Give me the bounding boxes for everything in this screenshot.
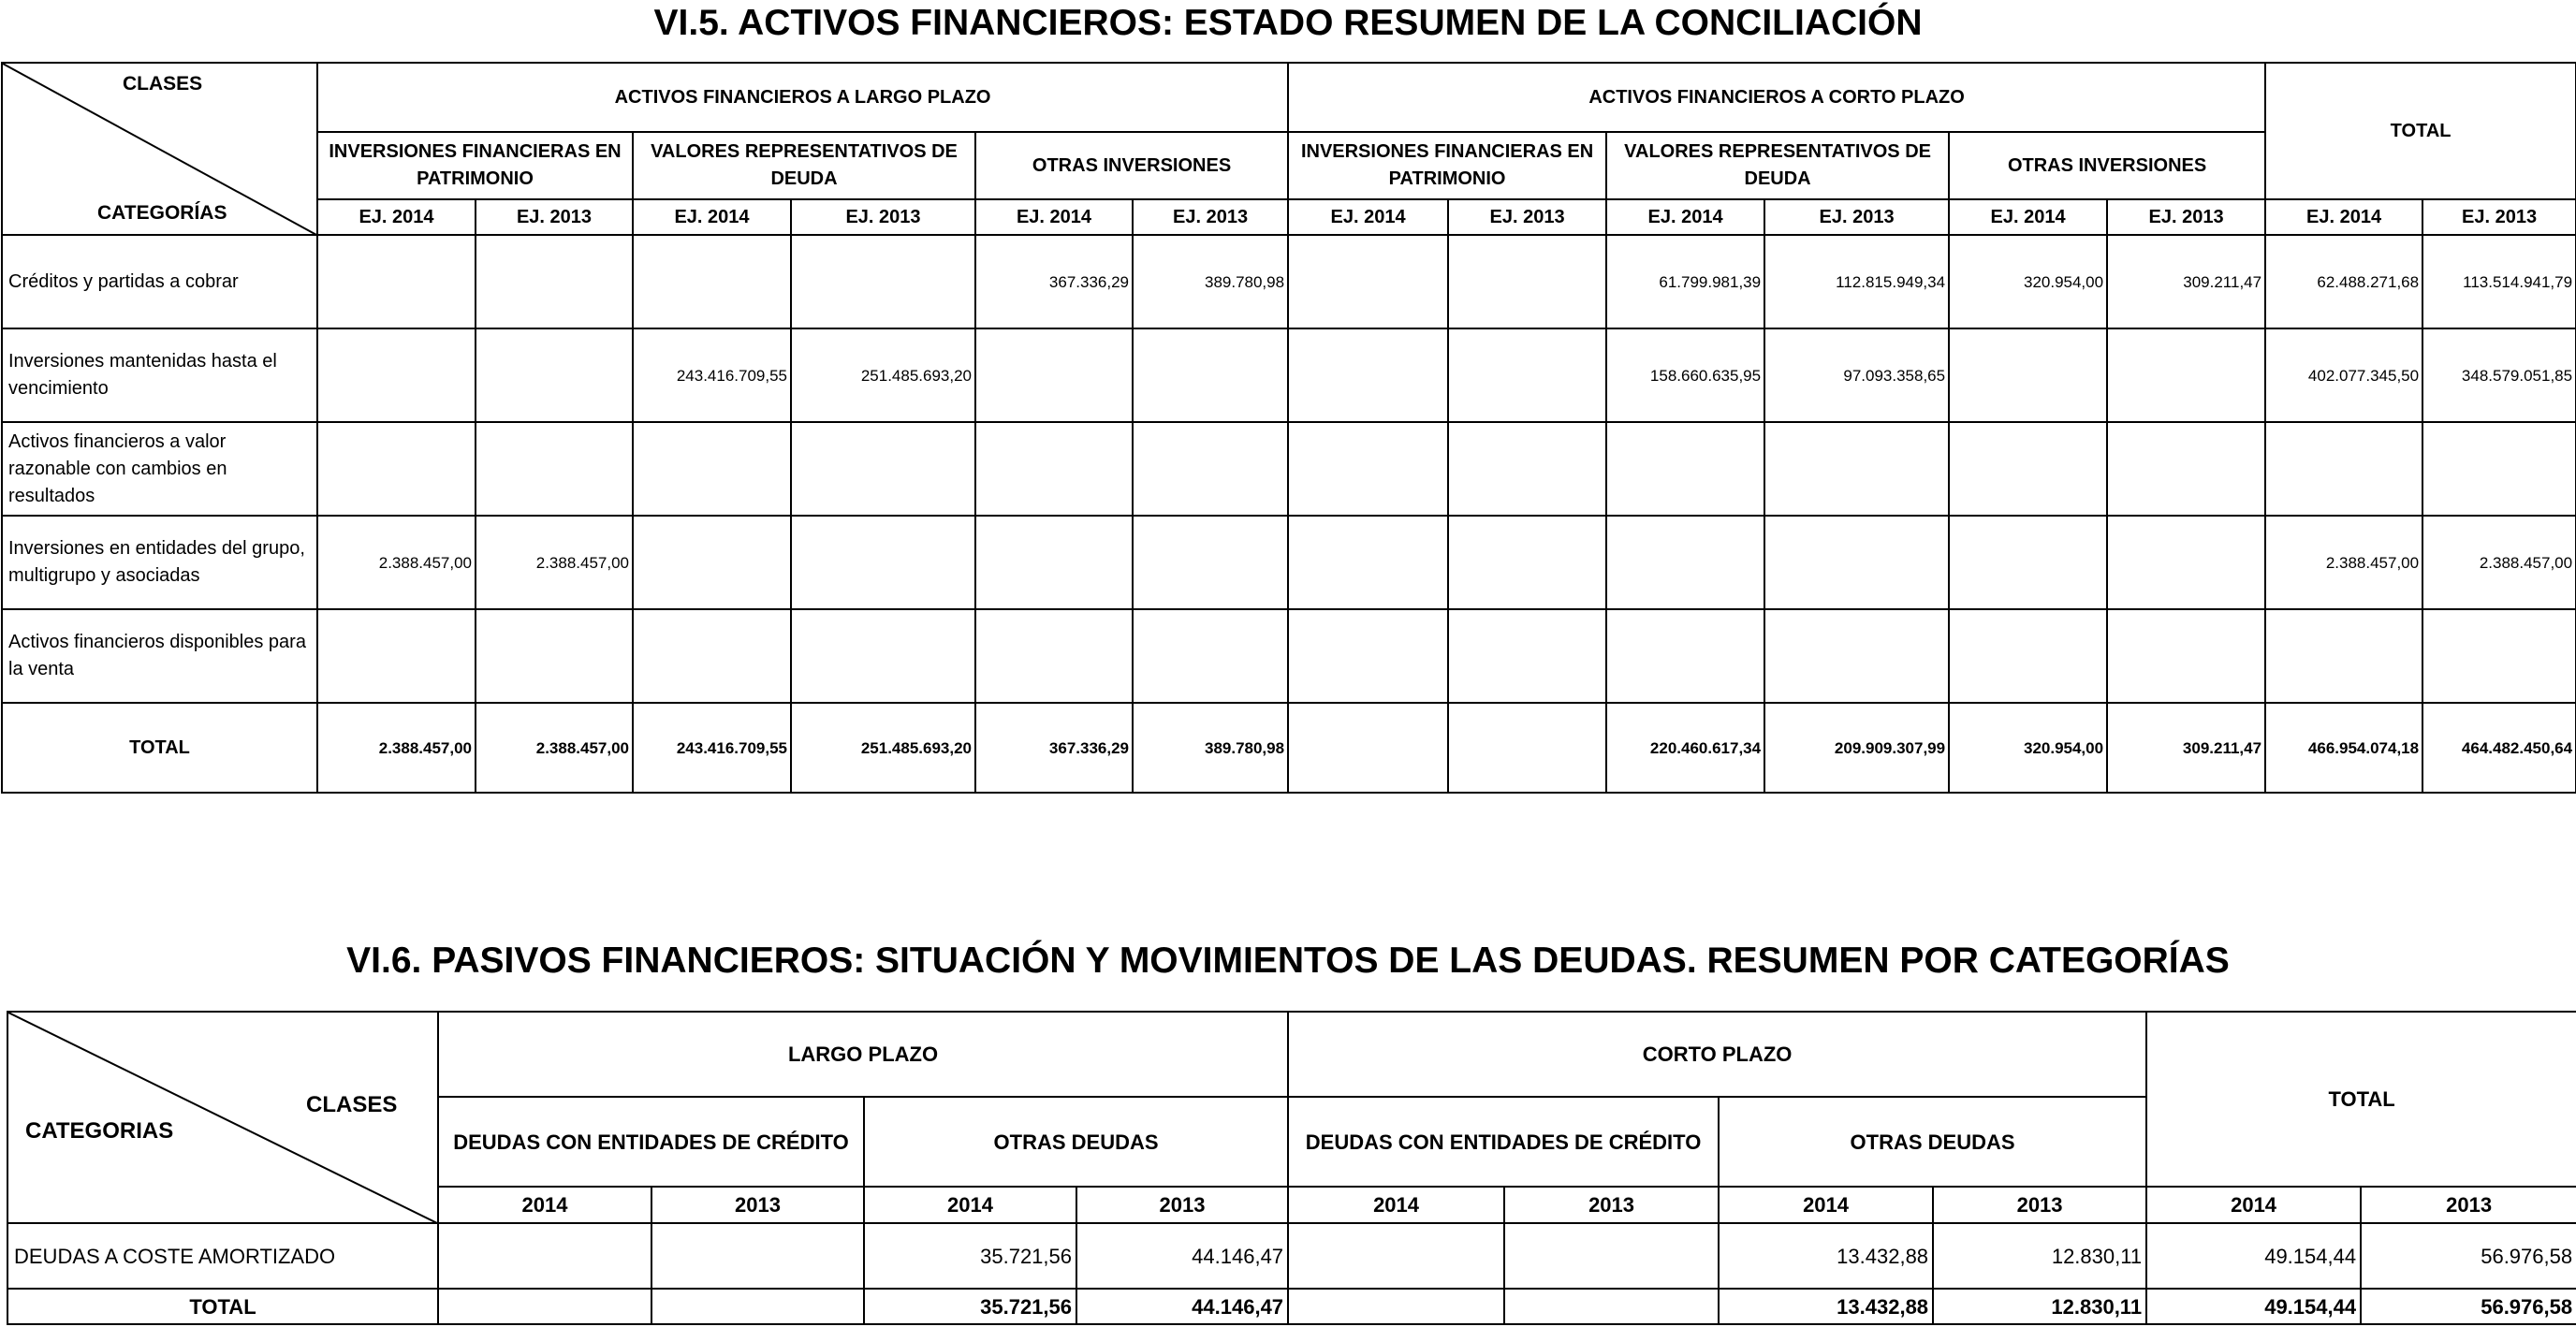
value-cell: 35.721,56 bbox=[864, 1223, 1076, 1289]
total-value-cell: 251.485.693,20 bbox=[791, 703, 975, 793]
value-cell bbox=[651, 1223, 864, 1289]
corto-plazo-header: ACTIVOS FINANCIEROS A CORTO PLAZO bbox=[1288, 63, 2265, 132]
sub-header: INVERSIONES FINANCIERAS EN PATRIMONIO bbox=[1288, 132, 1606, 199]
year-header: 2013 bbox=[1076, 1187, 1288, 1223]
value-cell: 112.815.949,34 bbox=[1764, 235, 1949, 328]
value-cell bbox=[476, 609, 633, 703]
year-header: EJ. 2013 bbox=[476, 199, 633, 235]
page-title-pasivos: VI.6. PASIVOS FINANCIEROS: SITUACIÓN Y MOVIMIENTOS DE LAS DEUDAS. RESUMEN POR CATEGORÍAS bbox=[346, 941, 2230, 981]
year-header: 2014 bbox=[438, 1187, 651, 1223]
total-value-cell: 56.976,58 bbox=[2361, 1289, 2576, 1324]
total-value-cell: 220.460.617,34 bbox=[1606, 703, 1764, 793]
value-cell: 13.432,88 bbox=[1719, 1223, 1933, 1289]
total-value-cell: 464.482.450,64 bbox=[2422, 703, 2576, 793]
value-cell bbox=[1949, 516, 2107, 609]
value-cell: 56.976,58 bbox=[2361, 1223, 2576, 1289]
total-value-cell: 2.388.457,00 bbox=[317, 703, 476, 793]
activos-table bbox=[1, 62, 2576, 794]
value-cell: 2.388.457,00 bbox=[2265, 516, 2422, 609]
total-value-cell: 44.146,47 bbox=[1076, 1289, 1288, 1324]
year-header: 2013 bbox=[1504, 1187, 1719, 1223]
total-value-cell bbox=[1504, 1289, 1719, 1324]
value-cell: 367.336,29 bbox=[975, 235, 1133, 328]
value-cell bbox=[791, 235, 975, 328]
value-cell: 49.154,44 bbox=[2146, 1223, 2361, 1289]
year-header: 2013 bbox=[1933, 1187, 2146, 1223]
total-value-cell: 466.954.074,18 bbox=[2265, 703, 2422, 793]
year-header: 2014 bbox=[1288, 1187, 1504, 1223]
value-cell bbox=[1133, 609, 1288, 703]
sub-header: OTRAS DEUDAS bbox=[864, 1097, 1288, 1187]
value-cell bbox=[438, 1223, 651, 1289]
value-cell bbox=[2107, 422, 2265, 516]
total-header: TOTAL bbox=[2265, 63, 2576, 199]
value-cell bbox=[1288, 328, 1448, 422]
table-row bbox=[2, 328, 2576, 422]
value-cell bbox=[1764, 609, 1949, 703]
categorias-label: CATEGORIAS bbox=[25, 1118, 174, 1144]
value-cell bbox=[791, 422, 975, 516]
value-cell bbox=[476, 328, 633, 422]
value-cell bbox=[1448, 235, 1606, 328]
value-cell: 158.660.635,95 bbox=[1606, 328, 1764, 422]
total-row bbox=[7, 1289, 2576, 1324]
value-cell bbox=[633, 235, 791, 328]
value-cell bbox=[1288, 1223, 1504, 1289]
table-row bbox=[2, 422, 2576, 516]
year-header: EJ. 2013 bbox=[2422, 199, 2576, 235]
year-header: EJ. 2014 bbox=[1606, 199, 1764, 235]
value-cell: 2.388.457,00 bbox=[317, 516, 476, 609]
value-cell bbox=[1448, 516, 1606, 609]
total-value-cell bbox=[1288, 1289, 1504, 1324]
table-row bbox=[2, 609, 2576, 703]
value-cell: 320.954,00 bbox=[1949, 235, 2107, 328]
largo-plazo-header: ACTIVOS FINANCIEROS A LARGO PLAZO bbox=[317, 63, 1288, 132]
pasivos-table bbox=[7, 1011, 2576, 1325]
value-cell bbox=[2265, 422, 2422, 516]
table-row bbox=[2, 516, 2576, 609]
value-cell: 251.485.693,20 bbox=[791, 328, 975, 422]
total-value-cell: 243.416.709,55 bbox=[633, 703, 791, 793]
year-header: EJ. 2013 bbox=[1133, 199, 1288, 235]
total-label: TOTAL bbox=[2, 703, 317, 793]
value-cell: 2.388.457,00 bbox=[2422, 516, 2576, 609]
total-value-cell bbox=[1288, 703, 1448, 793]
largo-plazo-header: LARGO PLAZO bbox=[438, 1012, 1288, 1097]
year-header: EJ. 2014 bbox=[1288, 199, 1448, 235]
row-label: Activos financieros disponibles para la venta bbox=[2, 609, 317, 703]
total-value-cell: 35.721,56 bbox=[864, 1289, 1076, 1324]
value-cell bbox=[791, 609, 975, 703]
corto-plazo-header: CORTO PLAZO bbox=[1288, 1012, 2146, 1097]
value-cell: 389.780,98 bbox=[1133, 235, 1288, 328]
value-cell: 402.077.345,50 bbox=[2265, 328, 2422, 422]
value-cell bbox=[2422, 422, 2576, 516]
value-cell bbox=[975, 422, 1133, 516]
sub-header: OTRAS INVERSIONES bbox=[1949, 132, 2265, 199]
total-value-cell: 2.388.457,00 bbox=[476, 703, 633, 793]
value-cell bbox=[975, 609, 1133, 703]
value-cell bbox=[1764, 422, 1949, 516]
year-header: 2013 bbox=[2361, 1187, 2576, 1223]
categorias-label: CATEGORÍAS bbox=[97, 202, 227, 224]
value-cell: 12.830,11 bbox=[1933, 1223, 2146, 1289]
year-header: 2014 bbox=[2146, 1187, 2361, 1223]
value-cell bbox=[1133, 516, 1288, 609]
value-cell bbox=[1949, 422, 2107, 516]
row-label: Activos financieros a valor razonable con cambios en resultados bbox=[2, 422, 317, 516]
year-header: EJ. 2013 bbox=[2107, 199, 2265, 235]
value-cell bbox=[1606, 516, 1764, 609]
value-cell: 62.488.271,68 bbox=[2265, 235, 2422, 328]
sub-header: VALORES REPRESENTATIVOS DE DEUDA bbox=[633, 132, 975, 199]
page-title-activos: VI.5. ACTIVOS FINANCIEROS: ESTADO RESUMEN DE LA CONCILIACIÓN bbox=[653, 3, 1923, 43]
value-cell: 97.093.358,65 bbox=[1764, 328, 1949, 422]
row-label: Inversiones en entidades del grupo, multigrupo y asociadas bbox=[2, 516, 317, 609]
row-label: Inversiones mantenidas hasta el vencimiento bbox=[2, 328, 317, 422]
year-header: EJ. 2013 bbox=[1448, 199, 1606, 235]
sub-header: DEUDAS CON ENTIDADES DE CRÉDITO bbox=[438, 1097, 864, 1187]
total-value-cell bbox=[1448, 703, 1606, 793]
total-label: TOTAL bbox=[7, 1289, 438, 1324]
clases-label: CLASES bbox=[306, 1092, 398, 1117]
value-cell: 113.514.941,79 bbox=[2422, 235, 2576, 328]
total-value-cell: 209.909.307,99 bbox=[1764, 703, 1949, 793]
year-header: 2014 bbox=[864, 1187, 1076, 1223]
value-cell bbox=[1606, 422, 1764, 516]
value-cell bbox=[1448, 422, 1606, 516]
value-cell: 61.799.981,39 bbox=[1606, 235, 1764, 328]
value-cell bbox=[975, 516, 1133, 609]
value-cell bbox=[2107, 609, 2265, 703]
value-cell bbox=[476, 235, 633, 328]
total-value-cell: 12.830,11 bbox=[1933, 1289, 2146, 1324]
year-header: EJ. 2013 bbox=[1764, 199, 1949, 235]
total-row bbox=[2, 703, 2576, 793]
sub-header: OTRAS DEUDAS bbox=[1719, 1097, 2146, 1187]
table-row bbox=[2, 235, 2576, 328]
value-cell bbox=[2265, 609, 2422, 703]
year-header: 2014 bbox=[1719, 1187, 1933, 1223]
value-cell bbox=[1504, 1223, 1719, 1289]
value-cell bbox=[633, 516, 791, 609]
total-value-cell: 320.954,00 bbox=[1949, 703, 2107, 793]
total-value-cell: 309.211,47 bbox=[2107, 703, 2265, 793]
value-cell: 348.579.051,85 bbox=[2422, 328, 2576, 422]
total-header: TOTAL bbox=[2146, 1012, 2576, 1187]
total-value-cell: 13.432,88 bbox=[1719, 1289, 1933, 1324]
sub-header: INVERSIONES FINANCIERAS EN PATRIMONIO bbox=[317, 132, 633, 199]
value-cell bbox=[1949, 609, 2107, 703]
value-cell: 2.388.457,00 bbox=[476, 516, 633, 609]
total-value-cell: 49.154,44 bbox=[2146, 1289, 2361, 1324]
value-cell bbox=[2422, 609, 2576, 703]
value-cell bbox=[633, 609, 791, 703]
value-cell bbox=[1606, 609, 1764, 703]
value-cell: 309.211,47 bbox=[2107, 235, 2265, 328]
value-cell: 243.416.709,55 bbox=[633, 328, 791, 422]
value-cell bbox=[2107, 328, 2265, 422]
row-label: Créditos y partidas a cobrar bbox=[2, 235, 317, 328]
clases-label: CLASES bbox=[123, 73, 203, 95]
value-cell bbox=[1949, 328, 2107, 422]
year-header: EJ. 2013 bbox=[791, 199, 975, 235]
value-cell bbox=[633, 422, 791, 516]
value-cell bbox=[1133, 328, 1288, 422]
value-cell bbox=[1448, 328, 1606, 422]
value-cell bbox=[975, 328, 1133, 422]
clases-categorias-corner bbox=[7, 1012, 438, 1223]
row-label: DEUDAS A COSTE AMORTIZADO bbox=[7, 1223, 438, 1289]
sub-header: VALORES REPRESENTATIVOS DE DEUDA bbox=[1606, 132, 1949, 199]
total-value-cell bbox=[651, 1289, 864, 1324]
value-cell bbox=[317, 609, 476, 703]
value-cell bbox=[2107, 516, 2265, 609]
value-cell bbox=[1288, 609, 1448, 703]
year-header: EJ. 2014 bbox=[317, 199, 476, 235]
value-cell bbox=[1288, 235, 1448, 328]
sub-header: DEUDAS CON ENTIDADES DE CRÉDITO bbox=[1288, 1097, 1719, 1187]
value-cell bbox=[317, 422, 476, 516]
value-cell: 44.146,47 bbox=[1076, 1223, 1288, 1289]
year-header: EJ. 2014 bbox=[2265, 199, 2422, 235]
value-cell bbox=[317, 235, 476, 328]
year-header: 2013 bbox=[651, 1187, 864, 1223]
value-cell bbox=[1764, 516, 1949, 609]
total-value-cell: 389.780,98 bbox=[1133, 703, 1288, 793]
sub-header: OTRAS INVERSIONES bbox=[975, 132, 1288, 199]
total-value-cell: 367.336,29 bbox=[975, 703, 1133, 793]
value-cell bbox=[1288, 516, 1448, 609]
total-value-cell bbox=[438, 1289, 651, 1324]
year-header: EJ. 2014 bbox=[633, 199, 791, 235]
value-cell bbox=[1133, 422, 1288, 516]
value-cell bbox=[1288, 422, 1448, 516]
clases-categorias-corner bbox=[2, 63, 317, 235]
value-cell bbox=[791, 516, 975, 609]
value-cell bbox=[476, 422, 633, 516]
value-cell bbox=[317, 328, 476, 422]
value-cell bbox=[1448, 609, 1606, 703]
table-row bbox=[7, 1223, 2576, 1289]
year-header: EJ. 2014 bbox=[1949, 199, 2107, 235]
year-header: EJ. 2014 bbox=[975, 199, 1133, 235]
